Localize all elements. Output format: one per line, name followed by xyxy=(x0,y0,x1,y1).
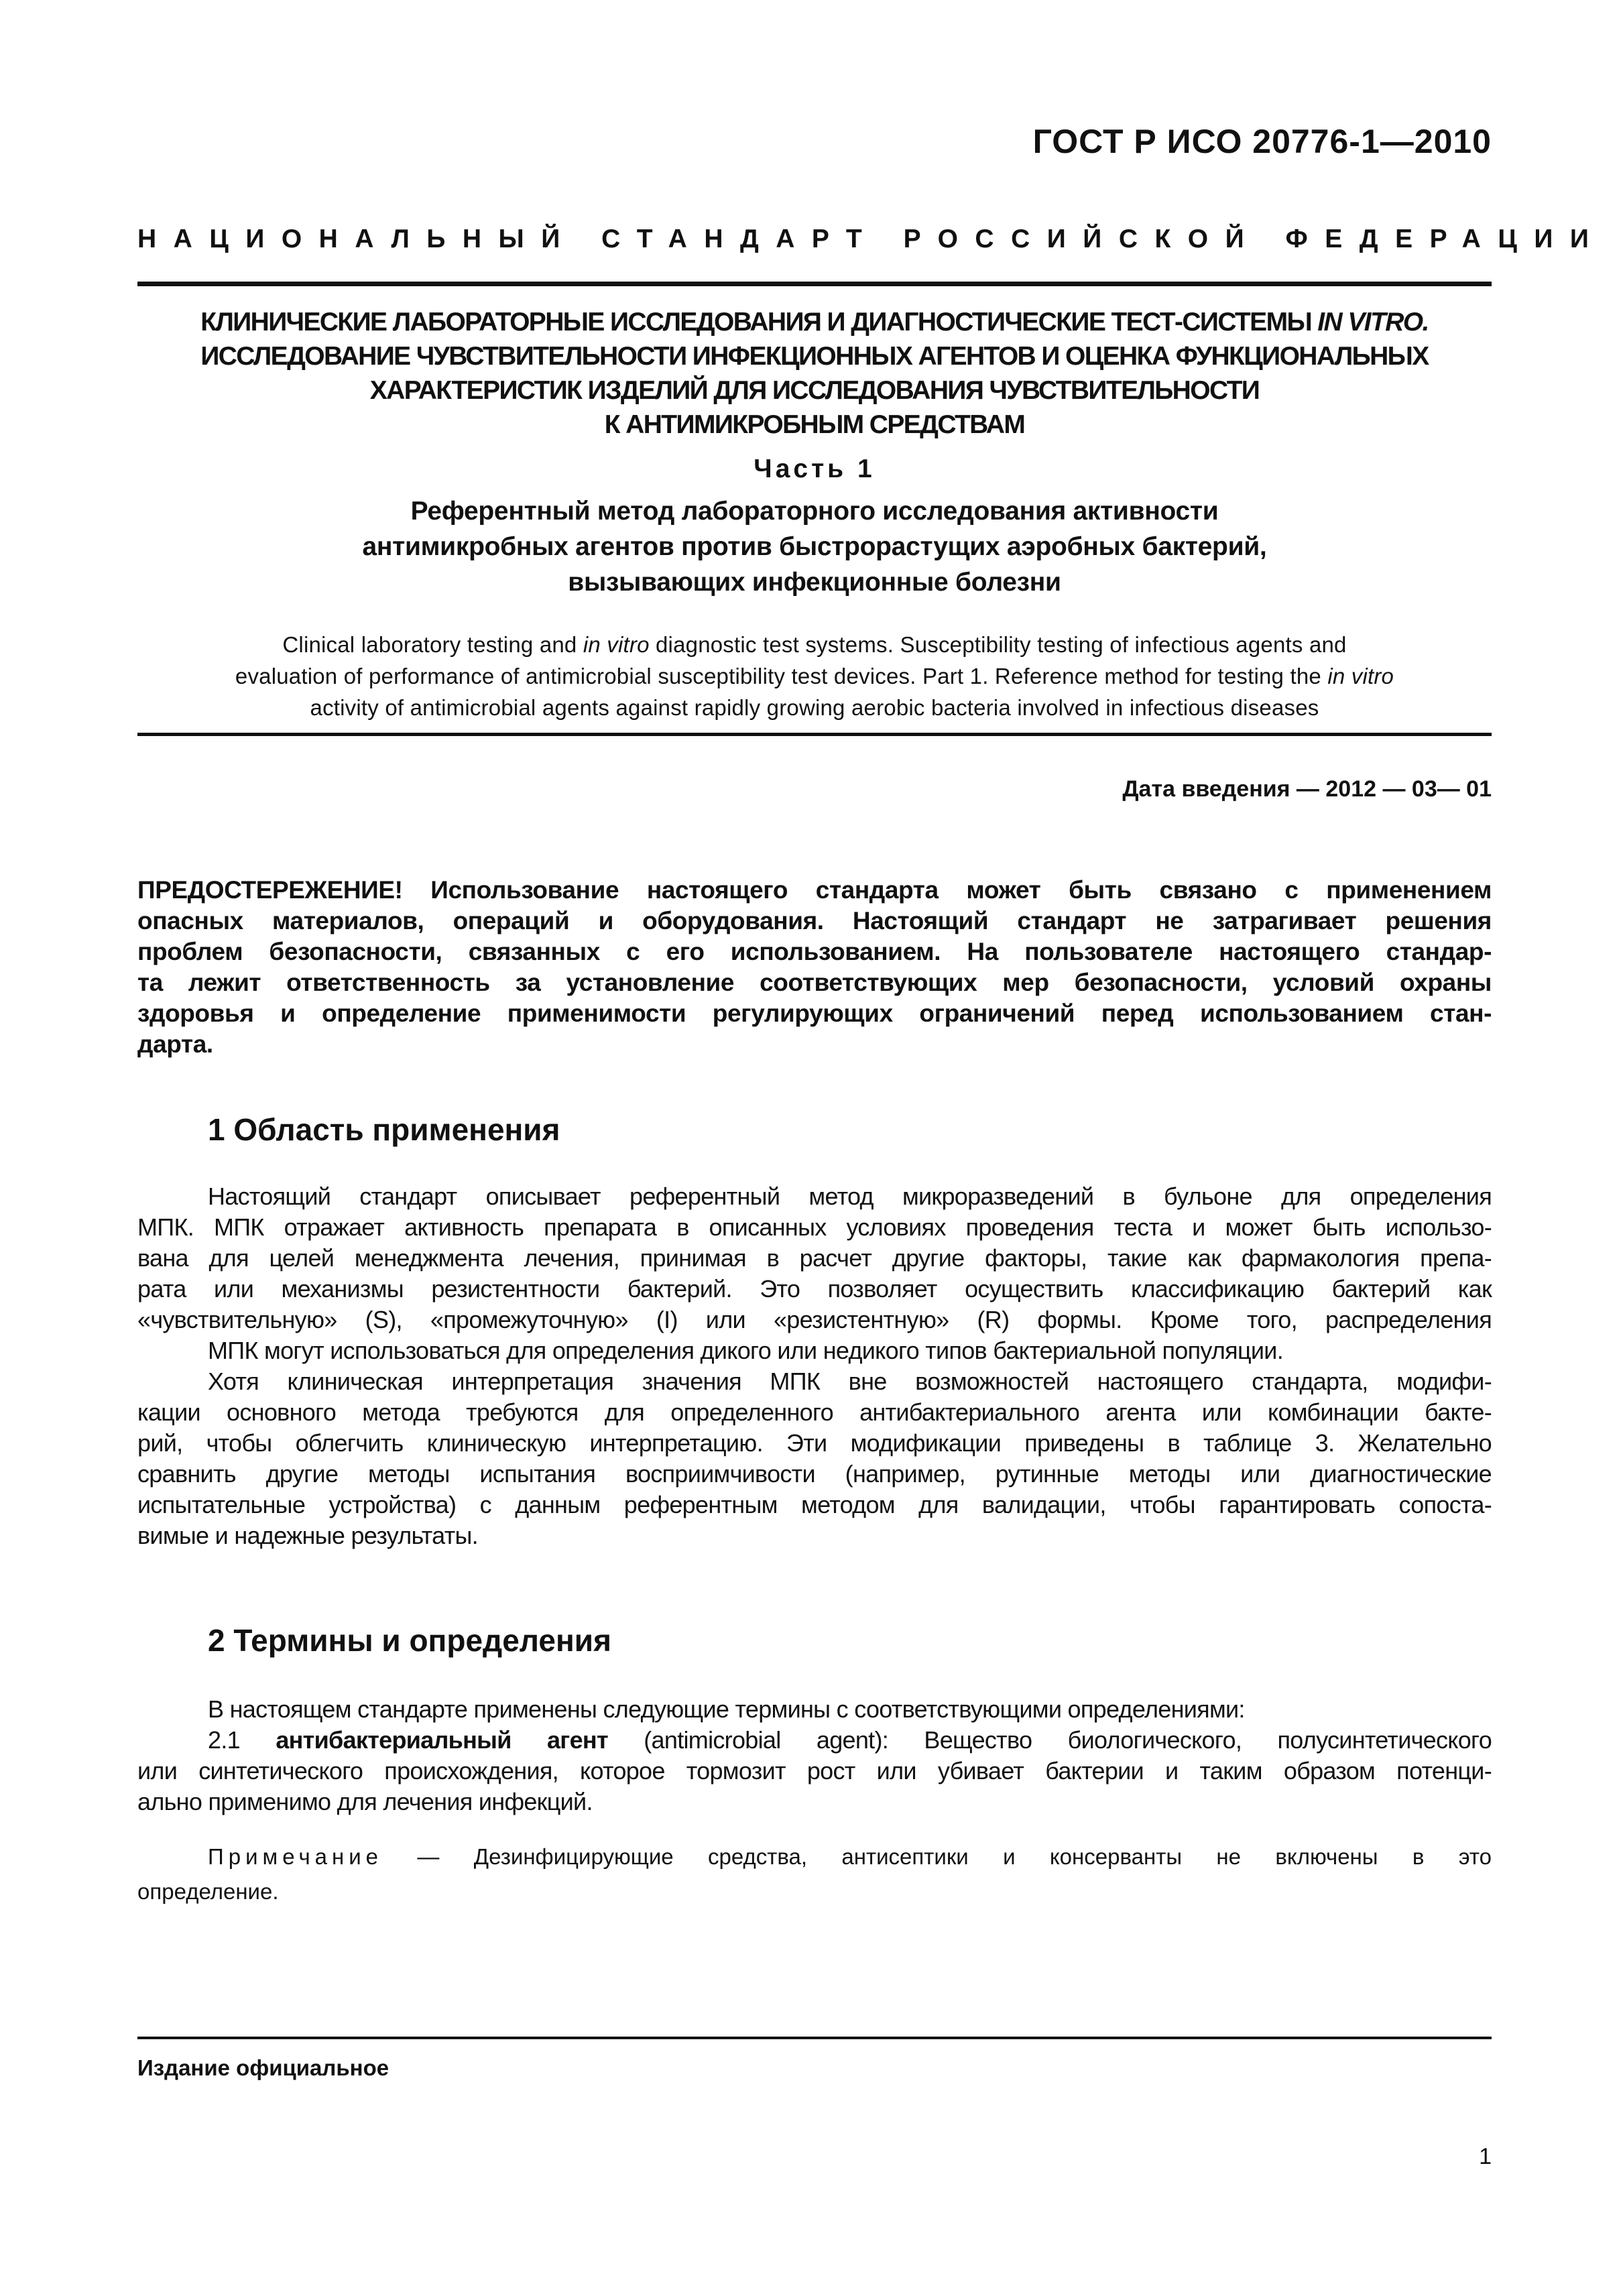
term-definition-line: 2.1 антибактериальный агент (antimicrobial agent): Вещество биологического, полусинтетического xyxy=(208,1726,1492,1754)
national-standard-heading: НАЦИОНАЛЬНЫЙ СТАНДАРТ РОССИЙСКОЙ ФЕДЕРАЦИИ xyxy=(137,225,1606,253)
scope-line: МПК. МПК отражает активность препарата в описанных условиях проведения теста и может быть использо- xyxy=(137,1213,1492,1241)
gost-number: ГОСТ Р ИСО 20776-1—2010 xyxy=(1032,123,1492,160)
note-line: определение. xyxy=(137,1879,279,1904)
warning-paragraph xyxy=(137,875,1492,1060)
section-2-body xyxy=(137,1694,1492,1817)
english-title-line-1: Clinical laboratory testing and in vitro diagnostic test systems. Susceptibility testing of infectious agents and xyxy=(282,632,1347,657)
scope-line: «чувствительную» (S), «промежуточную» (I) или «резистентную» (R) формы. Кроме того, распределения xyxy=(137,1306,1492,1333)
scope-line: испытательные устройства) с данным референтным методом для валидации, чтобы гарантировать сопоста- xyxy=(137,1491,1492,1518)
title-line-4: К АНТИМИКРОБНЫМ СРЕДСТВАМ xyxy=(604,410,1025,439)
note-line: Примечание — Дезинфицирующие средства, антисептики и консерванты не включены в это xyxy=(208,1844,1492,1869)
date-of-introduction: Дата введения — 2012 — 03— 01 xyxy=(1122,776,1492,802)
warning-line: та лежит ответственность за установление соответствующих мер безопасности, условий охраны xyxy=(137,969,1492,996)
part-subtitle xyxy=(137,493,1492,600)
header-rule xyxy=(137,282,1492,286)
scope-line: Настоящий стандарт описывает референтный метод микроразведений в бульоне для определения xyxy=(208,1183,1492,1210)
official-edition-label: Издание официальное xyxy=(137,2055,389,2080)
scope-line: МПК могут использоваться для определения дикого или недикого типов бактериальной популяции. xyxy=(208,1337,1284,1364)
warning-line: дарта. xyxy=(137,1030,213,1058)
footer-rule xyxy=(137,2037,1492,2039)
subtitle-line-1: Референтный метод лабораторного исследования активности xyxy=(410,497,1219,526)
term-note xyxy=(137,1839,1492,1909)
title-rule xyxy=(137,733,1492,736)
warning-line: проблем безопасности, связанных с его использованием. На пользователе настоящего стандар- xyxy=(137,938,1492,965)
english-title-line-3: activity of antimicrobial agents against rapidly growing aerobic bacteria involved in infectious diseases xyxy=(310,695,1319,720)
title-line-2: ИССЛЕДОВАНИЕ ЧУВСТВИТЕЛЬНОСТИ ИНФЕКЦИОННЫХ АГЕНТОВ И ОЦЕНКА ФУНКЦИОНАЛЬНЫХ xyxy=(200,342,1429,371)
subtitle-line-2: антимикробных агентов против быстрорастущих аэробных бактерий, xyxy=(362,532,1267,561)
in-vitro-italic: IN VITRO. xyxy=(1317,308,1429,337)
section-1-body xyxy=(137,1181,1492,1551)
scope-line: рата или механизмы резистентности бактерий. Это позволяет осуществить классификацию бактерий как xyxy=(137,1275,1492,1303)
section-1-title: 1 Область применения xyxy=(208,1112,560,1147)
scope-line: рий, чтобы облегчить клиническую интерпретацию. Эти модификации приведены в таблице 3. Желательно xyxy=(137,1429,1492,1457)
term-name: антибактериальный агент xyxy=(276,1726,608,1754)
subtitle-line-3: вызывающих инфекционные болезни xyxy=(568,568,1061,597)
scope-line: вимые и надежные результаты. xyxy=(137,1522,478,1549)
term-definition-line: или синтетического происхождения, которое тормозит рост или убивает бактерии и таким образом потенци- xyxy=(137,1757,1492,1785)
english-title-line-2: evaluation of performance of antimicrobial susceptibility test devices. Part 1. Reference method for testing the in vitro xyxy=(235,664,1394,688)
scope-line: кации основного метода требуются для определенного антибактериального агента или комбинации бакте- xyxy=(137,1398,1492,1426)
scope-line: сравнить другие методы испытания восприимчивости (например, рутинные методы или диагностические xyxy=(137,1460,1492,1488)
warning-line: опасных материалов, операций и оборудования. Настоящий стандарт не затрагивает решения xyxy=(137,907,1492,934)
scope-line: вана для целей менеджмента лечения, принимая в расчет другие факторы, такие как фармакология препа- xyxy=(137,1244,1492,1272)
warning-line: здоровья и определение применимости регулирующих ограничений перед использованием стан- xyxy=(137,1000,1492,1027)
terms-intro: В настоящем стандарте применены следующие термины с соответствующими определениями: xyxy=(208,1695,1245,1723)
russian-title xyxy=(137,305,1492,442)
term-definition-line: ально применимо для лечения инфекций. xyxy=(137,1788,593,1815)
document-page xyxy=(137,0,1606,2296)
part-label: Часть 1 xyxy=(754,455,876,483)
title-line-1: КЛИНИЧЕСКИЕ ЛАБОРАТОРНЫЕ ИССЛЕДОВАНИЯ И ДИАГНОСТИЧЕСКИЕ ТЕСТ-СИСТЕМЫ IN VITRO. xyxy=(200,308,1429,337)
english-title xyxy=(137,629,1492,723)
page-number: 1 xyxy=(1479,2144,1492,2169)
scope-line: Хотя клиническая интерпретация значения МПК вне возможностей настоящего стандарта, модифи- xyxy=(208,1368,1492,1395)
section-2-title: 2 Термины и определения xyxy=(208,1623,611,1658)
warning-line: ПРЕДОСТЕРЕЖЕНИЕ! Использование настоящего стандарта может быть связано с применением xyxy=(137,876,1492,904)
note-label: Примечание xyxy=(208,1844,383,1869)
title-line-3: ХАРАКТЕРИСТИК ИЗДЕЛИЙ ДЛЯ ИССЛЕДОВАНИЯ ЧУВСТВИТЕЛЬНОСТИ xyxy=(369,376,1260,405)
